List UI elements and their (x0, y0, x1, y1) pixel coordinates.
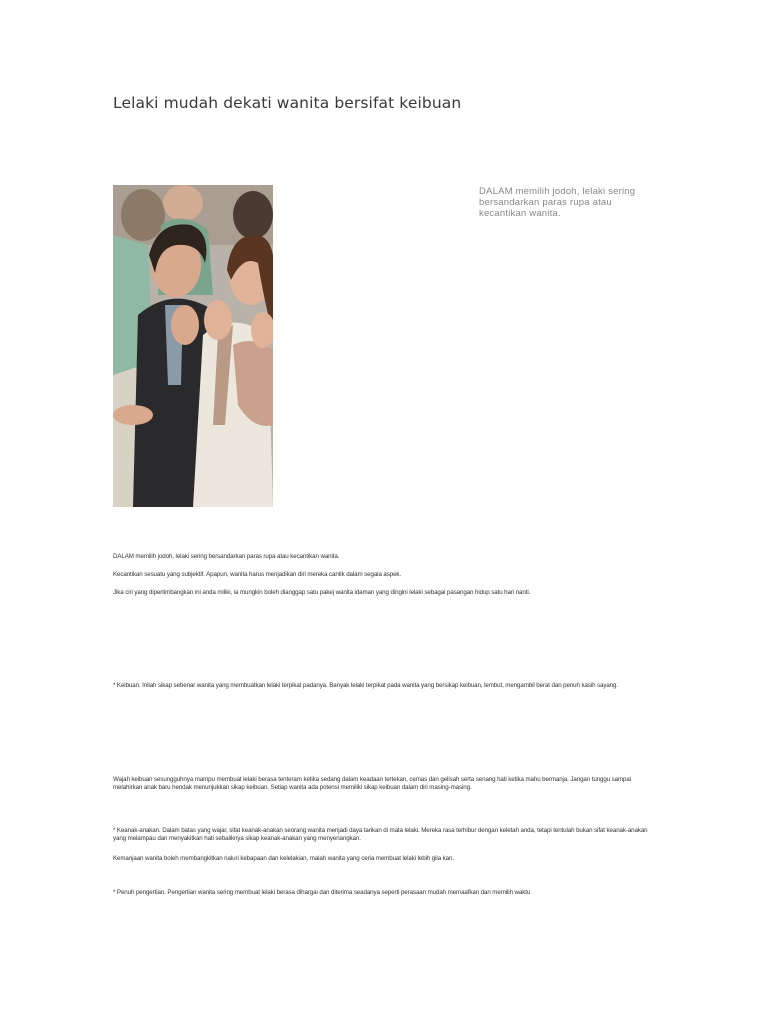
paragraph: Wajah keibuan sesungguhnya mampu membuat lelaki berasa tenteram ketika sedang dalam keadaan tertekan, cemas dan gelisah serta senang hati ketika mahu bermanja. Jangan tunggu sampai melahirkan anak baru hendak menunjukkan sikap keibuan. Setiap wanita ada potensi memiliki sikap keibuan dalam diri masing-masing. (113, 776, 632, 791)
paragraph: Kemanjaan wanita boleh membangkitkan naluri kebapaan dan kelelakian, malah wanita yang ceria membuat lelaki lebih gila kan. (113, 855, 454, 862)
paragraph-keibuan: * Keibuan. Inilah sikap sebenar wanita yang membuatkan lelaki terpikat padanya. Banyak lelaki terpikat pada wanita yang bersikap keibuan, lembut, mengambil berat dan penuh kasih sayang. (113, 682, 619, 689)
article-lede: DALAM memilih jodoh, lelaki sering bersandarkan paras rupa atau kecantikan wanita. (479, 186, 636, 219)
couple-photo-icon (113, 185, 273, 507)
paragraph: Jika ciri yang dipertimbangkan ini anda miliki, ia mungkin boleh dianggap satu pakej wanita idaman yang dingini lelaki sebagai pasangan hidup satu hari nanti. (113, 589, 531, 596)
article-photo (113, 185, 273, 507)
paragraph-intro: DALAM memilih jodoh, lelaki sering bersandarkan paras rupa atau kecantikan wanita. (113, 553, 340, 560)
paragraph-pengertian: * Penuh pengertian. Pengertian wanita sering membuat lelaki berasa dihargai dan diterima seadanya seperti perasaan mudah memaafkan dan memilih waktu (113, 889, 531, 896)
paragraph-keanak-anakan: * Keanak-anakan. Dalam batas yang wajar, sifat keanak-anakan seorang wanita menjadi daya tarikan di mata lelaki. Mereka rasa terhibur dengan keletah anda, tetapi tentulah bukan sifat keanak-anakan yang melampau dan menyakitkan hati sebaliknya sikap keanak-anakan yang menyenangkan. (113, 827, 648, 842)
paragraph: Kecantikan sesuatu yang subjektif. Apapun, wanita harus menjadikan diri mereka cantik dalam segala aspek. (113, 571, 402, 578)
article-title: Lelaki mudah dekati wanita bersifat keibuan (113, 94, 462, 112)
